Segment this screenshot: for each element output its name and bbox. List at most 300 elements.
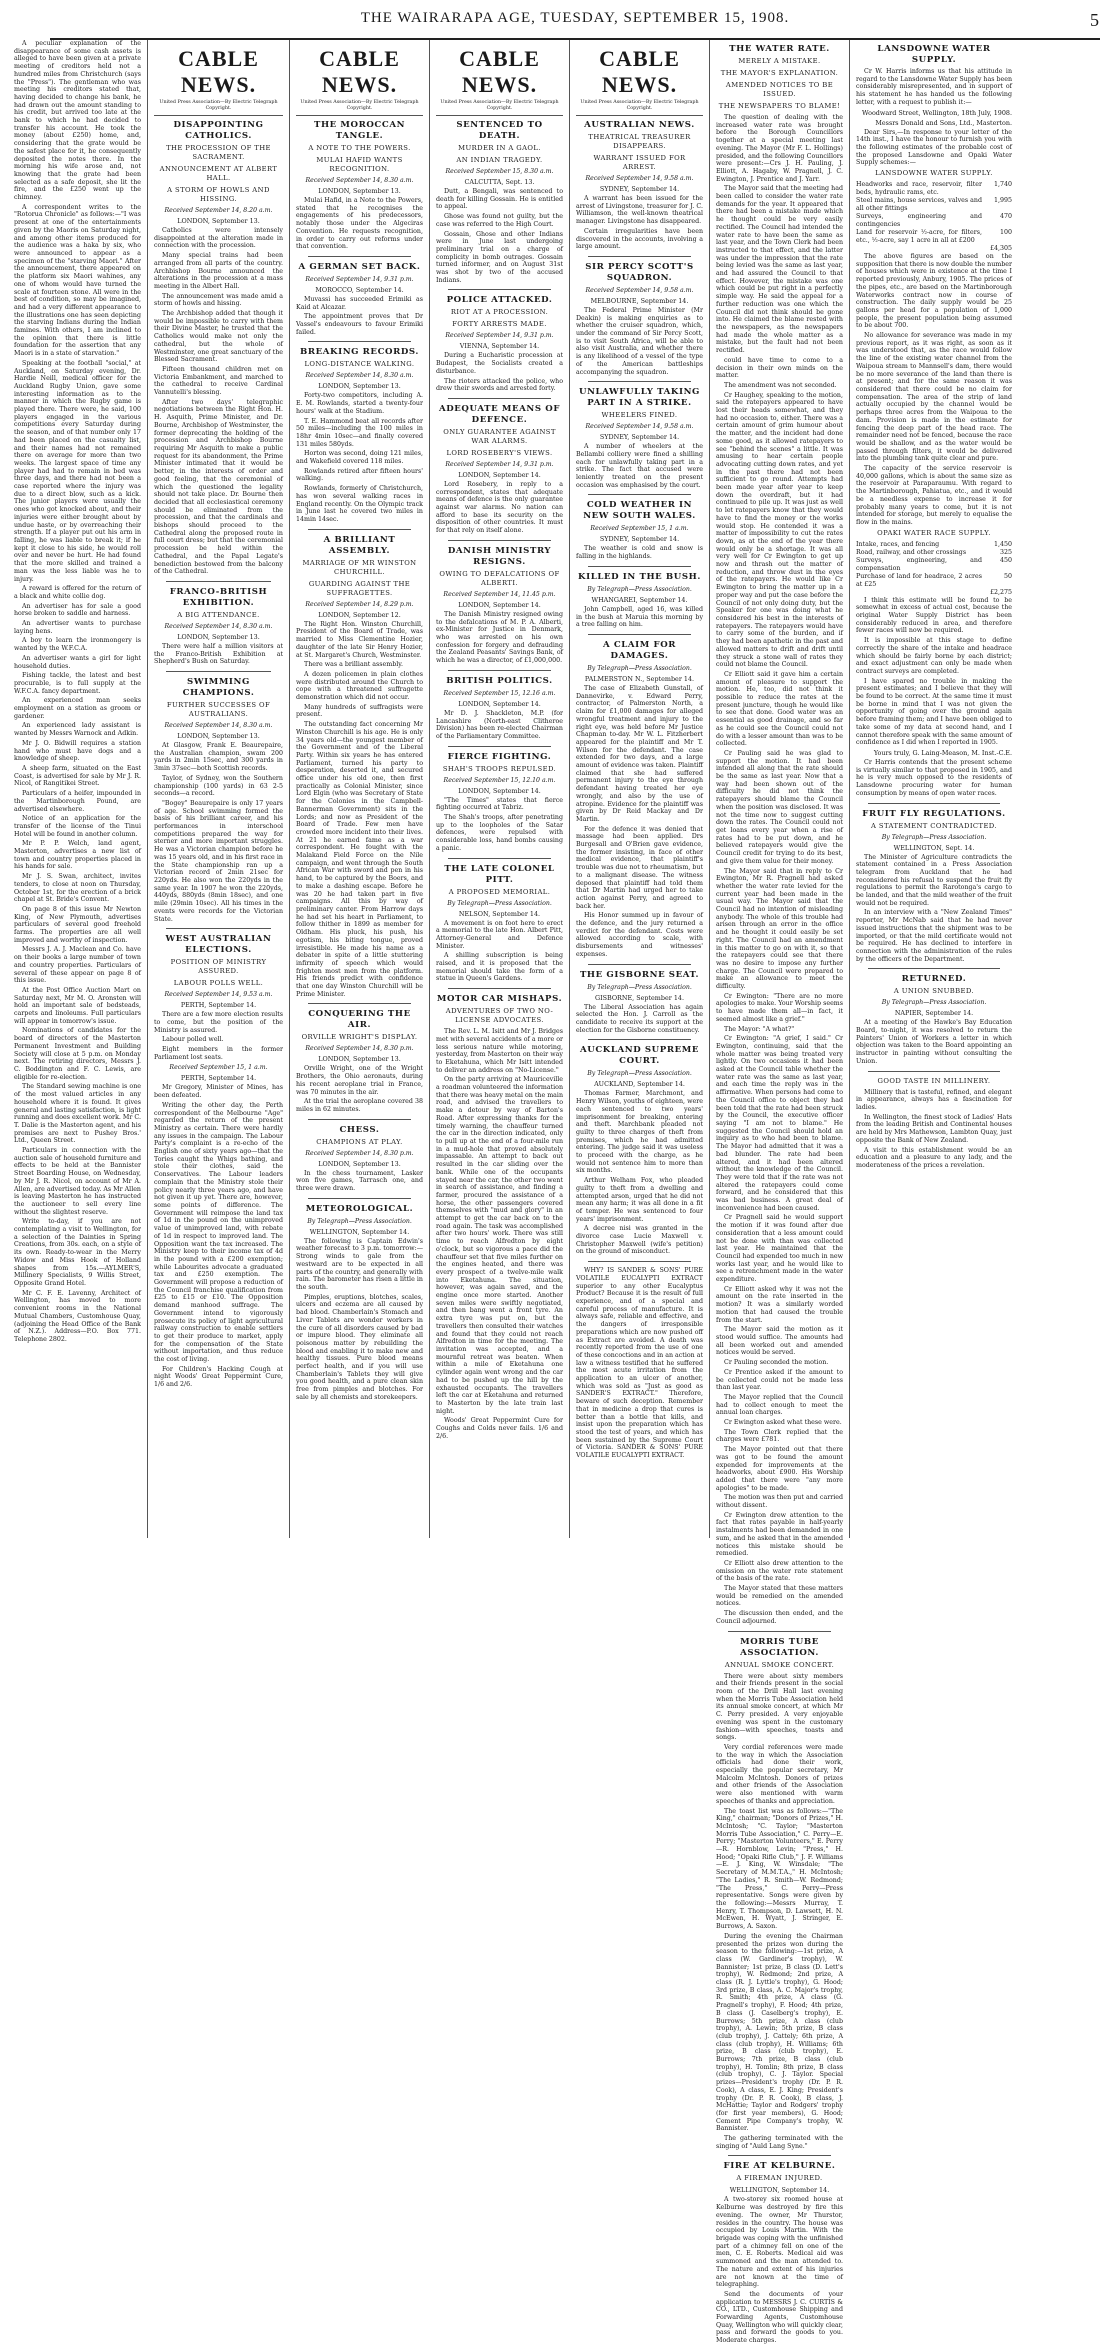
paragraph: Horton was second, doing 121 miles, and Wakefield covered 118 miles.: [296, 450, 423, 466]
paragraph: could have time to come to a decision in their own minds on the matter.: [716, 356, 843, 380]
article-heading: METEOROLOGICAL.: [305, 1203, 414, 1214]
dateline: LONDON, September 13.: [318, 382, 401, 391]
table-cell-item: Surveys, engineering, and compensation: [856, 556, 982, 572]
paragraph: His Honor summed up in favour of the defence, and the jury returned a verdict for the defendant. Costs were allowed according to scale, with disbursements and witnesses' expenses.: [576, 912, 703, 958]
page-number: 5: [1090, 10, 1100, 30]
article-subheading: A FIREMAN INJURED.: [736, 2174, 823, 2183]
received-line: Received September 14, 9.58 a.m.: [585, 175, 694, 182]
dateline: LONDON, September 14.: [458, 600, 541, 609]
received-line: Received September 15, 12.10 a.m.: [443, 776, 556, 784]
divider: [166, 581, 271, 582]
received-line: By Telegraph—Press Association.: [587, 983, 692, 991]
article-subheading: MULAI HAFID WANTS RECOGNITION.: [316, 156, 403, 173]
paragraph: A movement is on foot here to erect a memorial to the late Hon. Albert Pitt, Attorney-General and Defence Minister.: [436, 919, 563, 950]
dateline: LONDON, September 12.: [318, 610, 401, 619]
paragraph: The outstanding fact concerning Mr Winston Churchill is his age. He is only 34 years old—the youngest member of the Government and of the Liberal Party. Within six years he has entered Parliament, turned his party to desperation, deserted it, and secured office under his old one, then first practically as Colonial Minister, since Lord Elgin (who was Secretary of State for the Colonies in the Campbell-Bannerman Government) sits in the Lords; and now as President of the Board of Trade. Few men have crowded more incident into their lives. At 21 he earned fame as a war correspondent. He fought with the Malakand Field Force on the Nile campaign, and went through the South African War with sword and pen in his hand, to be captured by the Boers, and to make a dashing escape. Before he was 20 he had taken part in five campaigns. All this by way of preliminary canter. From Harrow days he had set his heart in Parliament, to follow thither in 1899 as member for Oldham. His pluck, his push, his egotism, his biting tongue, proved irresistible. He made his name as a debater in spite of a little stuttering infirmity of speech which would frighten most men from the platform. His friends predict with confidence that one day Winston Churchill will be Prime Minister.: [296, 721, 423, 998]
paragraph: The Rev. L. M. Isitt and Mr J. Bridges met with several accidents of a more or less serious nature while motoring, yesterday, from Masterton on their way to Eketahuna, which Mr Isitt intended to deliver an address on "No-License.": [436, 1028, 563, 1074]
divider: [588, 256, 691, 257]
divider: [308, 1119, 411, 1120]
cable-credit: United Press Association—By Electric Telegraph Copyright.: [296, 100, 423, 116]
received-line: Received September 14, 8.30 a.m.: [305, 177, 414, 184]
paragraph: I have spared no trouble in making the present estimates; and I believe that they will be found to be correct. At the same time it must be borne in mind that I was not given the opportunity of going over the ground again before framing them; and I have been obliged to take some of my data at second hand, and I cannot therefore speak with the same amount of confidence as I did when I reported in 1905.: [856, 677, 1012, 747]
paragraph: On the party arriving at Mauriceville a roadman volunteered the information that there was heavy metal on the main road, and advised the travellers to make a detour by way of Barton's Road. After expressing thanks for the timely warning, the chauffeur turned the car in the direction indicated, only to pull up at the end of a four-mile run in a mud-hole that proved absolutely impassable. An attempt to back out resulted in the car sliding over the bank. While one of the occupants stayed near the car, the other two went in search of assistance, and finding a farmer, procured the assistance of a horse, the other passengers covered themselves with "mud and glory" in an attempt to get the car back on to the road again. The task was accomplished after two hours' work. There was still time to reach Alfredton by eight o'clock, but so vigorous a pace did the chauffeur set that five miles further on the engines heated, and there was every prospect of a twelve-mile walk into Eketahuna. The situation, however, was again saved, and the engine once more started. Another seven miles were swiftly negotiated, and then bang went a front tyre. An extra tyre was put on, but the travellers then consulted their watches and found that they could not reach Alfredton in time for the meeting. The invitation was accepted, and a mournful retreat was beaten. When within a mile of Eketahuna one cylinder again went wrong and the car had to be pushed up the hill by the exhausted occupants. The travellers left the car at Eketahuna and returned to Masterton by the late train last night.: [436, 1076, 563, 1415]
paragraph: Very cordial references were made to the way in which the Association officials had done their work, especially the popular secretary, Mr Malcolm McIntosh. Donors of prizes and other friends of the Association were also mentioned with warm speeches of thanks and appreciation.: [716, 1743, 843, 1805]
article-subheading: GOOD TASTE IN MILLINERY.: [877, 1076, 991, 1085]
paragraph: Particulars in connection with the auction sale of household furniture and effects to be held at the Bannister Street Boarding House, on Wednesday, by Mr J. R. Nicol, on account of Mr A. Allen, are advertised today. As Mr Allen is leaving Masterton he has instructed the auctioneer to sell every line without the slightest reserve.: [14, 1147, 141, 1216]
article-heading: AUCKLAND SUPREME COURT.: [580, 1045, 699, 1067]
paragraph: A number of wheelers at the Bellambi colliery were fined a shilling each for unlawfully taking part in a strike. The fact that accused were leniently treated on the present occasion was emphasised by the court.: [576, 443, 703, 489]
paragraph: There are a few more election results to come, but the position of the Ministry is assured.: [154, 1011, 283, 1034]
article-heading: SENTENCED TO DEATH.: [456, 120, 543, 141]
article-heading: CONQUERING THE AIR.: [308, 1009, 411, 1031]
table-cell-item: Intake, races, and fencing: [856, 540, 940, 548]
dateline: LONDON, September 14.: [458, 786, 541, 795]
paragraph: Mr C. F. E. Lavenny, Architect of Wellington, has moved to more convenient rooms in the National Mutual Chambers, Customhouse Quay, (adjoining the Head Office of the Bank of N.Z.). Address—P.O. Box 771. Telephone 2802.: [14, 1289, 141, 1343]
paragraph: Nominations of candidates for the board of directors of the Masterton Permanent Investment and Building Society will close at 5 p.m. on Monday next. The retiring directors, Messrs J. C. Boddington and F. C. Lewis, are eligible for re-election.: [14, 1027, 141, 1081]
paragraph: T. E. Hammond beat all records after 50 miles—including the 100 miles in 18hr 4min 10sec—and finally covered 131 miles 580yds.: [296, 417, 423, 448]
masthead-title: THE WAIRARAPA AGE, TUESDAY, SEPTEMBER 15, 1908.: [360, 10, 790, 26]
column-4: [430, 40, 570, 1538]
article-heading: THE GISBORNE SEAT.: [579, 969, 700, 980]
paragraph: In the chess tournament, Lasker won five games, Tarrasch one, and three were drawn.: [296, 1169, 423, 1193]
article-subheading: THEATRICAL TREASURER DISAPPEARS.: [588, 133, 691, 150]
paragraph: Thomas Farmer, Marchmont, and Henry Wilson, youths of eighteen, were each sentenced to two years' imprisonment for breaking, entering and theft. Marchbank pleaded not guilty to three charges of theft from premises, which he had admitted entering. The judge said it was useless to proceed with the charge, as he would not sentence him to more than six months.: [576, 1090, 703, 1175]
article-subheading: LABOUR POLLS WELL.: [173, 979, 264, 988]
article-heading: SIR PERCY SCOTT'S SQUADRON.: [585, 261, 694, 283]
paragraph: The weather is cold and snow is falling in the highlands.: [576, 545, 703, 561]
paragraph: Mr D. J. Shackleton, M.P. (for Lancashire (North-east Clitheroe Division) has been re-elected Chairman of the Parliamentary Committee.: [436, 709, 563, 740]
paragraph: I think this estimate will be found to be somewhat in excess of actual cost, because the original Water Supply District has been considerably reduced in area, and therefore fewer races will now be required.: [856, 596, 1012, 635]
article-heading: DISAPPOINTING CATHOLICS.: [173, 120, 264, 141]
paragraph: The Right Hon. Winston Churchill, President of the Board of Trade, was married to Miss Clementine Hozier, daughter of the late Sir Henry Hozier, at St. Margaret's Church, Westminster.: [296, 620, 423, 659]
paragraph: At the trial the aeroplane covered 38 miles in 62 minutes.: [296, 1098, 423, 1113]
dateline: SYDNEY, September 14.: [599, 433, 680, 442]
article-heading: MOTOR CAR MISHAPS.: [436, 994, 563, 1005]
paragraph: Cr Ewington asked what these were.: [724, 1419, 842, 1427]
column-3: [290, 40, 430, 1538]
dateline: LONDON, September 14.: [458, 699, 541, 708]
paragraph: A warrant has been issued for the arrest of Livingstone, treasurer for J. C. Williamson, the well-known theatrical manager. Livingstone has disappeared.: [576, 195, 703, 226]
article-heading: THE MOROCCAN TANGLE.: [313, 120, 406, 141]
paragraph: Dear Sirs,—In response to your letter of the 14th inst., I have the honour to furnish you with the following estimates of the probable cost of the proposed Lansdowne and Opaki Water Supply schemes:—: [856, 128, 1012, 167]
dateline: PALMERSTON N., September 14.: [584, 674, 695, 683]
paragraph: Notice of an application for the transfer of the license of the Tinui Hotel will be found in another column.: [14, 815, 141, 838]
article-subheading: A NOTE TO THE POWERS.: [308, 144, 411, 152]
article-heading: FRANCO-BRITISH EXHIBITION.: [169, 586, 268, 608]
article-heading: CHESS.: [339, 1124, 380, 1135]
paragraph: The Minister of Agriculture contradicts the statement contained in a Press Association telegram from Auckland that he had reconsidered his refusal to suspend the fruit fly regulations to permit the Rarotonga's cargo to be landed, and that the mild weather of the fruit would not be required.: [856, 853, 1012, 907]
paragraph: Mulai Hafid, in a Note to the Powers, stated that he recognises the engagements of his predecessors, notably those under the Algeciras Convention. He requests recognition, in order to carry out reforms under that convention.: [296, 197, 423, 251]
paragraph: Taylor, of Sydney, won the Southern championship (100 yards) in 63 2-5 seconds—a record.: [154, 774, 283, 798]
article-heading: BREAKING RECORDS.: [299, 347, 419, 358]
article-subheading: THE NEWSPAPERS TO BLAME!: [718, 102, 841, 110]
paragraph: During the evening the Chairman presented the prizes won during the season to the following:—1st prize, A class (W. Gardiner's trophy), W. Bannister; 1st prize, B class (D. Lett's trophy), W. Redmond; 2nd prize, A class (R. J. Lyttle's trophy), G. Hood; 3rd prize, B class, A. C. Major's trophy, R. Smith; 4th prize, A class (G. Pragnell's trophy), F. Hood; 4th prize, B class (J. Caselberg's trophy), E. Burrows; 5th prize, A class (club trophy), A. Lewin; 5th prize, B class (club trophy), J. Cattely; 6th prize, A class (club trophy), H. Williams; 6th prize, B class (club trophy), E. Burrows; 7th prize, B class (club trophy), H. Tomlin; 8th prize, B class (club trophy), C. J. Taylor. Special prizes—President's trophy (Dr. P. R. Cook), A class, E. J. King; President's trophy (Dr. P. R. Cook), B class, J. McHattie; Taylor and Rodgers' trophy (for first year members), G. Hood; Cement Pipe Company's trophy, W. Bannister.: [716, 1932, 843, 2133]
dateline: MELBOURNE, September 14.: [590, 296, 689, 305]
received-line: Received September 14, 9.31 p.m.: [305, 275, 414, 283]
cable-news-heading: CABLE NEWS.: [599, 46, 680, 97]
received-line: By Telegraph—Press Association.: [881, 999, 987, 1007]
dateline: LONDON, September 13.: [318, 187, 401, 195]
article-heading: WEST AUSTRALIAN ELECTIONS.: [165, 934, 272, 956]
article-heading: COLD WEATHER IN NEW SOUTH WALES.: [583, 500, 696, 522]
paragraph: Messrs J. A. J. Maclean and Co. have on their books a large number of town and country properties. Particulars of several of these appear on page 8 of this issue.: [14, 946, 141, 985]
paragraph: Orville Wright, one of the Wright Brothers, the Ohio aeronauts, during his recent aeroplane trial in France, was 70 minutes in the air.: [296, 1065, 423, 1096]
paragraph: A visit to this establishment would be an education and a pleasure to any lady, and the moderateness of the prices a revelation.: [856, 1146, 1012, 1169]
article-subheading: WARRANT ISSUED FOR ARREST.: [593, 154, 686, 171]
paragraph: A dozen policemen in plain clothes were distributed around the Church to cope with a threatened suffragette demonstration which did not occur.: [296, 670, 423, 702]
paragraph: A shilling subscription is being raised, and it is proposed that the memorial should take the form of a statue in Queen's Gardens.: [436, 952, 563, 983]
advertisement: Send the documents of your application to MESSRS J. C. CURTIS & CO., LTD., Customhouse Shipping and Forwarding Agents, Customhouse Quay, Wellington who will quickly clear, pass and forward the goods to you. Moderate charges.: [716, 2290, 843, 2345]
article-heading: SWIMMING CHAMPIONS.: [182, 677, 255, 699]
masthead: [50, 10, 1100, 40]
table-row: [856, 573, 1012, 589]
table-cell-amount: 50: [1003, 572, 1012, 580]
paragraph: Cr Pragnell said he would support the motion if it was found after due consideration that a less amount could not be done with than was collected last year. He maintained that the Council had expended too much in new works last year, and he would like to see a retrenchment made in the water expenditure.: [716, 1214, 843, 1284]
article-subheading: MARRIAGE OF MR WINSTON CHURCHILL.: [302, 558, 417, 576]
divider: [448, 988, 551, 989]
received-line: Received September 15, 1 a.m.: [590, 525, 689, 533]
dateline: GISBORNE, September 14.: [595, 993, 684, 1002]
divider: [166, 928, 271, 929]
received-line: Received September 14, 9.58 a.m.: [585, 286, 694, 294]
paragraph: After two days' telegraphic negotiations between the Right Hon. H. H. Asquith, Prime Minister, and Dr. Bourne, Archbishop of Westminster, the former deprecating the holding of the procession and Archbishop Bourne requiring Mr Asquith to make a public request for its abandonment, the Prime Minister intimated that it would be better, in the interests of order and good feeling, that the ceremonial of which the questioned the legality should not take place. Dr. Bourne then decided that all ecclesiastical ceremony should be eliminated from the procession, and that the cardinals and bishops should proceed to the Cathedral along the proposed route in full court dress; but that the ceremonial procession be held within the Cathedral, and the Papal Legate's benediction bestowed from the balcony of the Cathedral.: [154, 398, 283, 576]
article-heading: THE WATER RATE.: [729, 44, 830, 54]
divider: [868, 1071, 1000, 1072]
letter-recipient: Messrs Donald and Sons, Ltd., Masterton.: [875, 118, 1012, 127]
received-line: By Telegraph—Press Association.: [307, 1217, 412, 1225]
paragraph: Cr Pauling said he was glad to support the motion. It had been intended all along that the rate should be the same as last year. Now that a way had been shown out of the difficulty he did not think the ratepayers should blame the Council when the position was disclosed. It was not the time now to suggest cutting down the rates. The Council could not get loans every year when a rise of rates had to be put down, and he believed ratepayers would give the Council credit for trying to do its best, and give them value for their money.: [716, 749, 843, 865]
paragraph: Cr Harris contends that the present scheme is virtually similar to that proposed in 1905, and he is very much opposed to the residents of Lansdowne procuring water for human consumption by means of open water races.: [856, 759, 1012, 797]
dateline: NELSON, September 14.: [458, 909, 541, 918]
article-heading: THE LATE COLONEL PITT.: [444, 863, 555, 885]
article-subheading: AMENDED NOTICES TO BE ISSUED.: [725, 81, 834, 98]
paragraph: During a Eucharistic procession at Budapest, the Socialists created a disturbance.: [436, 352, 563, 375]
article-subheading: MERELY A MISTAKE.: [738, 57, 821, 65]
article-subheading: GUARDING AGAINST THE SUFFRAGETTES.: [308, 579, 411, 597]
dateline: VIENNA, September 14.: [459, 342, 540, 351]
paragraph: Fifteen thousand children met on Victoria Embankment, and marched to the cathedral to receive Cardinal Vannutelli's blessing.: [154, 365, 283, 397]
paragraph: There were half a million visitors at the Franco-British Exhibition at Shepherd's Bush on Saturday.: [154, 642, 283, 666]
received-line: Received September 14, 11.45 p.m.: [443, 590, 556, 598]
paragraph: Write to-day, if you are not contemplating a visit to Wellington, for a selection of the Dainties in Spring Creations, from 30s. each, on a style of its own. Ready-to-wear in the Merry Widow and Miss Hook of Holland shapes from 15s.—AYLMER'S, Millinery Specialists, 9 Willis Street, Opposite Grand Hotel.: [14, 1218, 141, 1287]
paragraph: No allowance for severance was made in my previous report, as it was right, as soon as it was understood that, as the race would follow the line of the existing water channel from the Waipoua stream to Mannsell's dam, there would be no more severance of the land than there is at present; and for the same reason it was considered that there could be no claim for compensation. The area of the strip of land actually occupied by the channel would be perhaps three acres from the Waipoua to the dam. Provision is made in the estimate for fencing the deep part of the head race. The remainder need not be fenced, because the race would be shallow, and as the water would be passed through filters, it would be delivered into the plumbing tank quite clear and pure.: [856, 332, 1012, 463]
dateline: LONDON, September 13.: [177, 732, 260, 741]
table-row: [856, 229, 1012, 245]
paragraph: The discussion then ended, and the Council adjourned.: [716, 1610, 843, 1625]
table-row: [856, 213, 1012, 229]
table-heading: OPAKI WATER RACE SUPPLY.: [877, 528, 991, 537]
paragraph: The Mayor pointed out that there was got to be found the amount expended for improvements at the headworks, about £900. His Worship added that there were "any more apologies" to be made.: [716, 1446, 843, 1492]
paragraph: Particulars of a heifer, impounded in the Martinborough Pound, are advertised elsewhere.: [14, 790, 141, 813]
paragraph: Eight members in the former Parliament lost seats.: [154, 1046, 283, 1061]
paragraph: Cr Ewington: "A grief, I said." Cr Ewington, continuing, said that the whole matter was being treated very lightly. On two occasions it had been asked at the Council table whether the water rate was the same as last year, and each time the reply was in the affirmative. When persons had come to the Council office to object they had been told that the rate had been struck by the Council, the executive officer saying "I am not to blame." He suggested the Council should hold an inquiry as to who had been to blame. The Mayor had admitted that it was a bad blunder. The rate had been altered, and it had been altered without the knowledge of the Council. They were told that if the rate was not altered the ratepayers could come forward, and he considered that this was bad business. A great deal of inconvenience had been caused.: [716, 1035, 843, 1212]
article-subheading: RIOT AT A PROCESSION.: [450, 308, 549, 317]
dateline: PERTH, September 14.: [180, 1074, 257, 1083]
paragraph: The Shah's troops, after penetrating up to the loopholes of the Satar defences, were repulsed with considerable loss, hand bombs causing a panic.: [436, 814, 563, 852]
received-line: Received September 15, 12.16 a.m.: [443, 689, 556, 697]
table-cell-item: Purchase of land for headrace, 2 acres at £25: [856, 572, 982, 588]
paragraph: At a meeting of the Hawke's Bay Education Board, to-night, it was resolved to return the Painters' Union of Workers a letter in which objection was taken to the Board appointing an instructor in painting without consulting the Union.: [856, 1019, 1012, 1065]
article-heading: A BRILLIANT ASSEMBLY.: [323, 534, 396, 556]
table-cell-item: Land for reservoir ½-acre, for filters, etc., ½-acre, say 1 acre in all at £200: [856, 229, 982, 245]
paragraph: Cr W. Harris informs us that his attitude in regard to the Lansdowne Water Supply has been considerably misrepresented, and in support of his statement he has handed us the following letter, with a request to publish it:—: [856, 68, 1012, 106]
paragraph: In an interview with a "New Zealand Times" reporter, Mr McNab said that he had never issued instructions that the shipment was to be imported, or that the mild certificate would not be required. He has declined to interfere in connection with the administration of the rules by the officers of the Department.: [856, 909, 1012, 963]
received-line: By Telegraph—Press Association.: [587, 585, 692, 593]
received-line: Received September 14, 9.31 p.m.: [445, 332, 554, 340]
article-subheading: SHAH'S TROOPS REPULSED.: [442, 764, 557, 773]
dateline: WELLINGTON, September 14.: [729, 2186, 830, 2195]
table-row: [856, 557, 1012, 573]
paragraph: "The Times" states that fierce fighting occurred at Tabriz.: [436, 796, 563, 812]
table-row: [856, 549, 1012, 557]
paragraph: The above figures are based on the supposition that there is now double the number of houses which were in existence at the time I reported previously, Anbury, 1905. The prices of the pipes, etc., are based on the Martinborough Waterworks contract now in course of construction. The daily supply would be 25 gallons per head for a population of 1,000 people, the present population being assumed to be about 700.: [856, 253, 1012, 330]
paragraph: The rioters attacked the police, who drew their swords and arrested forty.: [436, 377, 563, 393]
paragraph: The Federal Prime Minister (Mr Deakin) is making enquiries as to whether the cruiser squadron, which, under the command of Sir Percy Scott, is to visit South Africa, will be able to also visit Australia, and whether there is any likelihood of a vessel of the type of the American battleships accompanying the squadron.: [576, 306, 703, 376]
paragraph: The Standard sewing machine is one of the most valued articles in any household where it is found. It gives general and lasting satisfaction, is light running and does excellent work. Mr C. T. Dalie is the Masterton agent, and his premises are next to Pushey Bros.' Ltd., Queen Street.: [14, 1083, 141, 1145]
paragraph: The question of dealing with the increased water rate was brought before the Borough Councillors together at a special meeting last evening. The Mayor (Mr F. L. Hollings) presided, and the following Councillors were present:—Crs J. H. Pauling, J. Elliott, A. Hagaby, W. Pragnell, J. C. Ewington, J. Prentice and J. Yarr.: [716, 114, 843, 183]
dateline: SYDNEY, September 14.: [599, 185, 680, 193]
article-subheading: OWING TO DEFALCATIONS OF ALBERTI.: [439, 569, 560, 587]
paragraph: A correspondent writes to the "Rotorua Chronicle" as follows:—"I was present at one of the entertainments given by the Maoris on Saturday night, and among other items produced for the audience was a haka by six, who were announced to appear as a specimen of the "starving Maori." After the announcement, there appeared on the platform six Maori wahines, any one of whom would have turned the scale at fourteen stone. All were in the best of condition, so may be imagined, and had a very different appearance to the illustrations one has seen depicting the starving Indians during the Indian famines. With others, I am inclined to the opinion that there is little foundation for the assertion that any Maori is in a state of starvation.": [14, 203, 141, 358]
paragraph: An experienced lady assistant is wanted by Messrs Warnock and Adkin.: [14, 722, 141, 738]
article-subheading: ADVENTURES OF TWO NO-LICENSE ADVOCATES.: [445, 1007, 554, 1025]
paragraph: The Mayor: "A what?": [724, 1025, 795, 1033]
article-subheading: LONG-DISTANCE WALKING.: [304, 360, 415, 369]
table-cell-amount: 1,450: [993, 540, 1012, 548]
divider: [588, 381, 691, 382]
paragraph: Cr Ewington: "There are no more apologies to make. Your Worship seems to have made them all—in fact, it seemed almost like a grief.": [716, 992, 843, 1023]
dateline: CALCUTTA, Sept. 13.: [464, 178, 535, 186]
table-cell-amount: 470: [999, 213, 1012, 221]
divider: [588, 634, 691, 635]
received-line: Received September 14, 8.30 p.m.: [305, 1149, 414, 1157]
article-subheading: CHAMPIONS AT PLAY.: [316, 1137, 403, 1146]
divider: [728, 1631, 831, 1632]
paragraph: Mr J. S. Swan, architect, invites tenders, to close at noon on Thursday, October 1st, for the erection of a brick chapel at St. Bride's Convent.: [14, 873, 141, 904]
received-line: Received September 14, 8.30 p.m.: [305, 1045, 414, 1053]
article-subheading: A STORM OF HOWLS AND HISSING.: [167, 186, 270, 203]
paragraph: Fishing tackle, the latest and best procurable, is to full supply at the W.F.C.A. fancy department.: [14, 672, 141, 695]
column-6: [710, 40, 850, 2345]
paragraph: Mr P. P. Welch, land agent, Masterton, advertises a new list of town and country properties placed in his hands for sale.: [14, 840, 141, 871]
advertisement: For Children's Hacking Cough at night Woods' Great Peppermint Cure, 1/6 and 2/6.: [154, 1365, 283, 1389]
column-5: [570, 40, 710, 1538]
paragraph: At Glasgow, Frank E. Beaurepaire, the Australian champion, swam 200 yards in 2min 15sec, and 300 yards in 3min 37sec—both Scottish records.: [154, 742, 283, 773]
divider: [308, 1003, 411, 1004]
paragraph: Forty-two competitors, including A. E. M. Rowlands, started a twenty-four hours' walk at the Stadium.: [296, 392, 423, 415]
paragraph: A decree nisi was granted in the divorce case Lucie Maxwell v. Christopher Maxwell (wife's petition) on the ground of misconduct.: [576, 1225, 703, 1256]
paragraph: An advertiser wants to purchase laying hens.: [14, 620, 141, 635]
paragraph: There were about sixty members and their friends present in the social room of the Drill Hall last evening when the Morris Tube Association held its annual smoke concert, at which Mr C. Perry presided. A very enjoyable evening was spent in the customary fashion—with speeches, toasts and songs.: [716, 1672, 843, 1742]
paragraph: Cr Elliott also drew attention to the omission on the water rate statement of the basis of the rate.: [716, 1559, 843, 1583]
article-heading: MORRIS TUBE ASSOCIATION.: [740, 1636, 819, 1658]
dateline: WHANGAREI, September 14.: [591, 595, 688, 604]
divider: [728, 2155, 831, 2156]
article-subheading: THE MAYOR'S EXPLANATION.: [720, 69, 839, 77]
paragraph: The Archbishop added that though it would be impossible to carry with them their Divine Master, he trusted that the Catholics would make not only the cathedral, but the whole of Westminster, one great sanctuary of the Blessed Sacrament.: [154, 310, 283, 364]
paragraph: A boy to learn the ironmongery is wanted by the W.F.C.A.: [14, 637, 141, 653]
table-row: [856, 245, 1012, 253]
divider: [308, 256, 411, 257]
received-line: Received September 15, 8.30 a.m.: [445, 168, 554, 175]
letter-address: Woodward Street, Wellington, 18th July, 1908.: [861, 108, 1012, 117]
dateline: SYDNEY, September 14.: [599, 535, 680, 544]
dateline: LONDON, September 13.: [318, 1159, 401, 1168]
article-heading: FRUIT FLY REGULATIONS.: [862, 808, 1006, 819]
article-subheading: WHEELERS FINED.: [601, 411, 678, 420]
paragraph: Millinery that is tasteful, refined, and elegant in appearance, always has a fascination for ladies.: [856, 1088, 1012, 1111]
cable-credit: United Press Association—By Electric Telegraph Copyright.: [576, 100, 703, 116]
divider: [588, 964, 691, 965]
paragraph: A reward is offered for the return of a black and white collie dog.: [14, 585, 141, 600]
paragraph: Writing the other day, the Perth correspondent of the Melbourne "Age" regarded the return of the present Ministry as certain. There were hardly any issues in the campaign. The Labour Party's complaint is a re-echo of the English one of sixty years ago—that the Tories caught the Whigs bathing, and stole their clothes, said the Conservatives. The Labour leaders complain that the Ministry stole their policy nearly three years ago, and have not given it up yet. There are, however, some points of difference. The Government will reimpose the land tax of 1d in the pound on the unimproved value of unimproved land, with rebate of 1d in respect to improved land. The Opposition want the tax increased. The Ministry keep to their income tax of 4d in the pound with a £200 exemption; while Labourites advocate a graduated tax and £250 exemption. The Government will propose a reduction of the Council franchise qualification from £25 to £15 or £10. The Opposition demand manhood suffrage. The Government intend to vigorously prosecute its policy of light agricultural railway construction to enable settlers to get their produce to market, apply for the compensation of the State without importation, and thus reduce the cost of living.: [154, 1101, 283, 1364]
article-heading: ADEQUATE MEANS OF DEFENCE.: [438, 403, 561, 425]
article-heading: KILLED IN THE BUSH.: [578, 571, 701, 582]
paragraph: An advertiser wants a girl for light household duties.: [14, 654, 141, 670]
article-heading: AUSTRALIAN NEWS.: [584, 120, 695, 130]
divider: [588, 566, 691, 567]
dateline: WELLINGTON, Sept. 14.: [893, 843, 975, 852]
paragraph: The motion was then put and carried without dissent.: [716, 1494, 843, 1510]
paragraph: A sheep farm, situated on the East Coast, is advertised for sale by Mr J. R. Nicol, of Rangitikei Street.: [14, 764, 141, 788]
article-subheading: LORD ROSEBERY'S VIEWS.: [446, 448, 553, 457]
paragraph: A peculiar explanation of the disappearance of some cash assets is alleged to have been given at a private meeting of creditors held not a hundred miles from Christchurch (says the "Press"). The gentleman who was meeting his creditors stated that, having decided to change his bank, he had drawn out the amount standing to his credit, but arrived too late at the bank to which he had decided to transfer his account. He took the money (about £250) home, and, considering that the grate would be the safest place for it, he consequently deposited the notes there. In the morning his wife arose and, not knowing that the grate had been selected as a safe deposit, she lit the fire, and the £250 went up the chimney.: [14, 40, 141, 202]
column-8: [850, 40, 1018, 1538]
paragraph: An advertiser has for sale a good horse broken to saddle and harness.: [14, 602, 141, 618]
article-subheading: THE PROCESSION OF THE SACRAMENT.: [166, 144, 271, 161]
dateline: LONDON, September 14.: [458, 470, 541, 479]
article-heading: BRITISH POLITICS.: [446, 675, 553, 686]
article-heading: A CLAIM FOR DAMAGES.: [602, 639, 677, 661]
article-subheading: A PROPOSED MEMORIAL.: [448, 887, 551, 896]
dateline: AUCKLAND, September 14.: [594, 1080, 685, 1089]
paragraph: Catholics were intensely disappointed at the alteration made in connection with the procession.: [154, 227, 283, 250]
article-heading: A GERMAN SET BACK.: [298, 261, 421, 272]
paragraph: The Mayor said that in reply to Cr Ewington, Mr R. Pragnell had asked whether the water rate levied for the current year had been made in the usual way. The Mayor said that the Council had no intention of misleading anybody. The whole of this trouble had arisen through an error in the office and he thought it could easily be set right. The Council had an amendment in this matter to go on with it, so that the ratepayers could see that there was no desire to impose any further charge. The Council were prepared to make an allowance to meet the difficulty.: [716, 867, 843, 991]
advertisement: Woods' Great Peppermint Cure for Coughs and Colds never fails. 1/6 and 2/6.: [436, 1417, 563, 1440]
paragraph: "Bogey" Beaurepaire is only 17 years of age. School swimming formed the basis of his brilliant career, and his performances in interschool competitions prepared the way for sterner and more important struggles. He was a Victorian champion before he was 15 years old, and in his first race in the State championship ran up a Victorian record of 2min 21sec for 220yds. He also won the 220yds in the same year. In 1907 he won the 220yds, 440yds, 880yds (8min 18sec), and one mile (29min 10sec). All his times in the events were records for the Victorian State.: [154, 799, 283, 923]
paragraph: The amendment was not seconded.: [724, 381, 837, 389]
paragraph: Gossain, Ghose and other Indians were in June last undergoing preliminary trial on a charge of complicity in bomb outrages. Gossain turned informer, and on August 31st was shot by two of the accused Indians.: [436, 230, 563, 284]
table-row: [856, 181, 1012, 197]
paragraph: The Mayor replied that the Council had to collect enough to meet the annual loan charges.: [716, 1393, 843, 1417]
paragraph: The Danish Ministry resigned owing to the defalcations of M. P. A. Alberti, ex-Minister for Justice in Denmark, who was arrested on his own confession for forgery and defrauding the Zealand Peasants' Savings Bank, of which he was a director, of £1,000,000.: [436, 610, 563, 665]
cable-news-heading: CABLE NEWS.: [178, 46, 259, 97]
table-cell-item: Steel mains, house services, valves and all other fittings: [856, 197, 982, 213]
article-subheading: A STATEMENT CONTRADICTED.: [871, 821, 997, 830]
table-cell-amount: 450: [999, 556, 1012, 564]
paragraph: Lord Rosebery, in reply to a correspondent, states that adequate means of defence is the only guarantee against war alarms. No nation can afford to base its security on the disposition of other countries. It must for that rely on itself alone.: [436, 480, 563, 535]
table-cell-item: Road, railway, and other crossings: [856, 548, 967, 556]
table-cell-amount: 100: [999, 229, 1012, 237]
paragraph: On page 8 of this issue Mr Newton King, of New Plymouth, advertises particulars of several good freehold farms. The properties are all well improved and worthy of inspection.: [14, 905, 141, 944]
article-heading: POLICE ATTACKED.: [446, 295, 553, 306]
paragraph: Rowlands, formerly of Christchurch, has won several walking races in England recently. On the Olympic track in June last he covered two miles in 14min 14sec.: [296, 485, 423, 523]
table-cell-amount: £2,275: [989, 588, 1012, 596]
paragraph: Cr Ewington drew attention to the fact that rates payable in half-yearly instalments had been demanded in one sum, and he asked that in the amended notices this mistake should be remedied.: [716, 1511, 843, 1558]
received-line: Received September 14, 9.53 a.m.: [164, 991, 273, 999]
signature: Yours truly, G. Laing-Meason, M. Inst.-C.E.: [873, 749, 1012, 757]
received-line: Received September 14, 8.30 a.m.: [164, 722, 273, 730]
paragraph: An experienced man seeks employment on a station as groom or gardener.: [14, 697, 141, 720]
article-heading: DANISH MINISTRY RESIGNS.: [447, 545, 552, 567]
paragraph: Labour polled well.: [162, 1036, 224, 1044]
cost-table-opaki: [856, 541, 1012, 597]
table-cell-amount: 1,740: [993, 181, 1012, 189]
divider: [588, 1039, 691, 1040]
paragraph: Certain irregularities have been discovered in the accounts, involving a large amount.: [576, 227, 703, 251]
paragraph: Cr Haughey, speaking to the motion, said the ratepayers appeared to have lost their heads somewhat, and they had no occasion to, either. There was a certain amount of grim humour about the matter, and the incident had done some good, as it allowed ratepayers to see "behind the scenes" a little. It was amusing to hear certain people advocating cutting down rates, and yet in the past there had not been sufficient to go round. Attempts had been made year after year to keep down the overdraft, but it had continued to pile up. It was just as well to let ratepayers know that they would have to find the money or the works would stop. He contended it was a matter of impossibility to cut the rates down, as at the end of the year there would only be a shortage. It was all very well for Cr Ewington to get up now and thrash out the matter of reduction, and throw dust in the eyes of the ratepayers. He would like Cr Ewington to bring the matter up in a proper way and put the case before the Council of not only doing duty, but the Speaker for one was doing what he considered his best in the interests of ratepayers. The ratepayers would have to carry some of the burden, and if they had been apathetic in the past and allowed matters to drift and drift until they struck a stone wall of rates they could not blame the Council.: [716, 391, 843, 669]
received-line: By Telegraph—Press Association.: [587, 1070, 692, 1078]
paragraph: The Mayor said that the meeting had been called to consider the water rate demands for the year. It appeared that there had been a mistake made which he thought could be very easily rectified. The Council had intended the water rate to have been the same as last year, and the Town Clerk had been instructed to that effect, and the latter was under the impression that the rate being levied was the same as last year, and had assured the Council to that effect. However, the mistake was one which could be put right in a perfectly simple way. He said the appeal for a further reduction was one which the Council did not think should be gone into. He claimed the blame rested with the newspapers, as the newspapers had made the whole matter as a mistake, but the fault had not been rectified.: [716, 185, 843, 355]
paragraph: Dutt, a Bengali, was sentenced to death for killing Gossain. He is entitled to appeal.: [436, 188, 563, 211]
article-heading: RETURNED.: [901, 974, 967, 985]
divider: [448, 398, 551, 399]
cost-table-lansdowne: [856, 181, 1012, 253]
article-subheading: POSITION OF MINISTRY ASSURED.: [170, 958, 267, 976]
received-line: Received September 14, 8.20 a.m.: [164, 207, 273, 214]
divider: [448, 746, 551, 747]
divider: [448, 858, 551, 859]
table-cell-item: Surveys, engineering and contingencies: [856, 213, 982, 229]
paragraph: The Town Clerk replied that the charges were £781.: [716, 1428, 843, 1444]
received-line: By Telegraph—Press Association.: [587, 664, 692, 672]
paragraph: The capacity of the service reservoir is 40,000 gallons, which is about the same size as the reservoir at Paraparaumu. With regard to the Martinborough, Pahiatua, etc., and it would be a needless expense to increase it for probably many years to come, but it is not intended for storage, but merely to equalise the flow in the mains.: [856, 465, 1012, 526]
divider: [588, 1261, 691, 1262]
received-line: Received September 14, 8.30 a.m.: [305, 372, 414, 380]
table-row: [856, 197, 1012, 213]
article-subheading: A BIG ATTENDANCE.: [177, 610, 260, 619]
column-1: [8, 40, 148, 1538]
table-cell-amount: 325: [999, 548, 1012, 556]
paragraph: Muvassi has succeeded Erimiki as Kaid at Alcazar.: [296, 295, 423, 311]
dateline: LONDON, September 13.: [318, 1055, 401, 1064]
columns: [8, 40, 1108, 2345]
paragraph: The gathering terminated with the singing of "Auld Lang Syne.": [716, 2135, 843, 2150]
paragraph: Speaking at the football "social," at Auckland, on Saturday evening, Dr. Hardie Neill, medical officer for the Auckland Rugby Union, gave some interesting information as to the manner in which the Rugby game is played there. There were, he said, 100 players engaged in the various competitions every Saturday during the season, and of that number only 17 had been placed on the casualty list, and their names had not remained there on average for more than two weeks. The largest space of time any player had had to remain in bed was three days, and there had not been a case reported where the injury was due to a direct blow, such as a kick. The junior players were usually the ones who got knocked about, and their injuries were either brought about by undue haste, or by overreaching their strength. If a player put out his arm in falling, he was liable to break it; if he kept it close to his side, he would roll over and never be hurt. He had found that the more skilled and trained a man was the less liable was he to injury.: [14, 359, 141, 583]
article-subheading: ANNOUNCEMENT AT ALBERT HALL.: [159, 165, 278, 182]
article-subheading: ONLY GUARANTEE AGAINST WAR ALARMS.: [443, 427, 556, 445]
divider: [448, 670, 551, 671]
paragraph: There was a brilliant assembly.: [304, 661, 403, 669]
paragraph: The announcement was made amid a storm of howls and hissing.: [154, 292, 283, 308]
advertisement: WHY? IS SANDER & SONS' PURE VOLATILE EUCALYPTI EXTRACT superior to any other Eucalyptus Product? Because it is the result of full experience, and of a special and careful process of manufacture. It is always safe, reliable and effective, and the dangers of irresponsible preparations which are now pushed off as Extract are avoided. A death was recently reported from the use of one of these concoctions and in an action at law a witness testified that he suffered the most acute irritation from the application to an ulcer of another, which was sold as "Just as good as SANDER'S EXTRACT." Therefore, beware of such deception. Remember that in medicine a drop that cures is better than a bottle that kills, and insist upon the preparation which has stood the test of years, and which has been sustained by the Supreme Court of Victoria. SANDER & SONS' PURE VOLATILE EUCALYPTI EXTRACT.: [576, 1267, 703, 1460]
dateline: NAPIER, September 14.: [894, 1009, 974, 1018]
divider: [868, 968, 1000, 969]
article-subheading: ORVILLE WRIGHT'S DISPLAY.: [301, 1033, 418, 1042]
article-subheading: A UNION SNUBBED.: [893, 987, 975, 996]
paragraph: Cr Pauling seconded the motion.: [724, 1359, 829, 1367]
article-heading: FIRE AT KELBURNE.: [723, 2161, 836, 2172]
article-heading: FIERCE FIGHTING.: [447, 751, 552, 762]
divider: [308, 529, 411, 530]
table-row: [856, 541, 1012, 549]
paragraph: The toast list was as follows:—"The King," chairman; "Donors of Prizes," H. McIntosh; "C. Taylor; "Masterton Morris Tube Association," C. Perry—E. Perry; "Masterton Volunteers," E. Perry—R. Hornblow, Levin; "Press," H. Hood; "Opaki Rifle Club," J. F. Williams—E. J. King, W. Winsdale; "The Secretary of M.M.T.A.," H. McIntosh; "The Ladies," R. Smith—W. Redmond; "The Press," C. Perry—Press representative. Songs were given by the following:—Messrs Murray, T. Henry, T. Thompson, D. Lawsett, H. N. McEwen, H. Wyatt, J. Stringer, E. Burrows, A. Saxon.: [716, 1807, 843, 1931]
received-line: Received September 14, 8.30 a.m.: [164, 622, 273, 630]
paragraph: The Mayor said the motion as it stood would suffice. The amounts had all been worked out and amended notices would be served.: [716, 1326, 843, 1357]
table-cell-amount: 1,995: [993, 197, 1012, 205]
article-heading: LANSDOWNE WATER SUPPLY.: [877, 44, 991, 65]
paragraph: Ghose was found not guilty, but the case was referred to the High Court.: [436, 213, 563, 228]
divider: [868, 803, 1000, 804]
paragraph: Rowlands retired after fifteen hours' walking.: [296, 467, 423, 483]
paragraph: Many special trains had been arranged from all parts of the country. Archbishop Bourne announced the alterations in the procession at a mass meeting in the Albert Hall.: [154, 252, 283, 290]
divider: [448, 289, 551, 290]
paragraph: In Wellington, the finest stock of Ladies' Hats from the leading British and Continental houses are held by Mrs Mathewson, Lambton Quay, just opposite the Bank of New Zealand.: [856, 1113, 1012, 1144]
received-line: Received September 14, 9.58 a.m.: [585, 423, 694, 431]
column-2: [148, 40, 290, 1538]
paragraph: Many hundreds of suffragists were present.: [296, 703, 423, 719]
